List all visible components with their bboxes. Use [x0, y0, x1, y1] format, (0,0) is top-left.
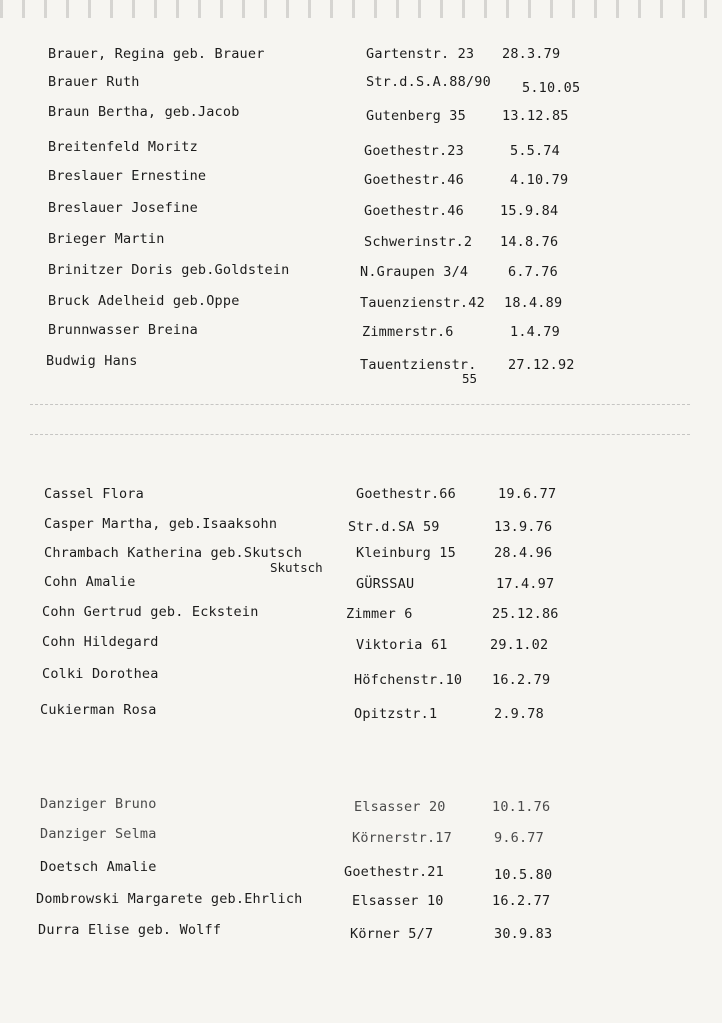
date: 14.8.76	[500, 234, 559, 250]
address: Schwerinstr.2	[364, 234, 473, 250]
scan-dash-artifact	[30, 404, 690, 406]
person-name: Breslauer Ernestine	[48, 168, 207, 184]
address: Gartenstr. 23	[366, 46, 475, 62]
date: 13.9.76	[494, 519, 553, 535]
person-name: Brauer, Regina geb. Brauer	[48, 46, 265, 62]
person-name: Casper Martha, geb.Isaaksohn	[44, 516, 278, 532]
address: Elsasser 20	[354, 799, 446, 815]
person-name: Breitenfeld Moritz	[48, 139, 198, 155]
address: Körner 5/7	[350, 926, 434, 942]
person-name: Dombrowski Margarete geb.Ehrlich	[36, 891, 303, 907]
date: 28.4.96	[494, 545, 553, 561]
list-item	[0, 139, 722, 163]
address: N.Graupen 3/4	[360, 264, 469, 280]
address: Goethestr.46	[364, 203, 464, 219]
list-item	[0, 200, 722, 224]
date: 16.2.79	[492, 672, 551, 688]
correction-note: Skutsch	[270, 560, 323, 575]
person-name: Doetsch Amalie	[40, 859, 157, 875]
list-item	[0, 604, 722, 628]
scan-top-edge-marks	[0, 0, 722, 18]
list-item	[0, 891, 722, 915]
date: 5.5.74	[510, 143, 560, 159]
date: 1.4.79	[510, 324, 560, 340]
date: 9.6.77	[494, 830, 544, 846]
date: 27.12.92	[508, 357, 575, 373]
date: 28.3.79	[502, 46, 561, 62]
date: 29.1.02	[490, 637, 549, 653]
date: 25.12.86	[492, 606, 559, 622]
list-item	[0, 634, 722, 658]
address: Viktoria 61	[356, 637, 448, 653]
person-name: Durra Elise geb. Wolff	[38, 922, 222, 938]
person-name: Danziger Selma	[40, 826, 157, 842]
person-name: Chrambach Katherina geb.Skutsch	[44, 545, 303, 561]
address: Kleinburg 15	[356, 545, 456, 561]
date: 16.2.77	[492, 893, 551, 909]
person-name: Brieger Martin	[48, 231, 165, 247]
address: GÜRSSAU	[356, 576, 415, 592]
person-name: Braun Bertha, geb.Jacob	[48, 104, 240, 120]
date: 15.9.84	[500, 203, 559, 219]
address: Zimmer 6	[346, 606, 413, 622]
date: 13.12.85	[502, 108, 569, 124]
date: 17.4.97	[496, 576, 555, 592]
list-item	[0, 486, 722, 510]
address: Str.d.S.A.88/90	[366, 74, 491, 90]
person-name: Breslauer Josefine	[48, 200, 198, 216]
address: Gutenberg 35	[366, 108, 466, 124]
address: Körnerstr.17	[352, 830, 452, 846]
address: Str.d.SA 59	[348, 519, 440, 535]
person-name: Brinitzer Doris geb.Goldstein	[48, 262, 290, 278]
house-number-note: 55	[462, 371, 478, 386]
date: 2.9.78	[494, 706, 544, 722]
date: 10.1.76	[492, 799, 551, 815]
list-item	[0, 353, 722, 377]
list-item	[0, 293, 722, 317]
person-name: Cohn Amalie	[44, 574, 136, 590]
person-name: Danziger Bruno	[40, 796, 157, 812]
date: 30.9.83	[494, 926, 553, 942]
list-item	[0, 322, 722, 346]
list-item	[0, 231, 722, 255]
list-item	[0, 666, 722, 690]
list-item	[0, 46, 722, 70]
list-item	[0, 859, 722, 883]
address: Goethestr.66	[356, 486, 456, 502]
person-name: Cohn Hildegard	[42, 634, 159, 650]
person-name: Cukierman Rosa	[40, 702, 157, 718]
date: 10.5.80	[494, 867, 553, 883]
address: Zimmerstr.6	[362, 324, 454, 340]
person-name: Cassel Flora	[44, 486, 144, 502]
person-name: Brunnwasser Breina	[48, 322, 198, 338]
address: Opitzstr.1	[354, 706, 438, 722]
list-item	[0, 168, 722, 192]
date: 19.6.77	[498, 486, 557, 502]
address: Goethestr.21	[344, 864, 444, 880]
list-item	[0, 796, 722, 820]
list-item	[0, 826, 722, 850]
scan-dash-artifact	[30, 434, 690, 436]
list-item	[0, 74, 722, 98]
address: Elsasser 10	[352, 893, 444, 909]
person-name: Colki Dorothea	[42, 666, 159, 682]
date: 5.10.05	[522, 80, 581, 96]
person-name: Cohn Gertrud geb. Eckstein	[42, 604, 259, 620]
list-item	[0, 545, 722, 569]
address: Tauentzienstr.	[360, 357, 477, 373]
address: Tauenzienstr.42	[360, 295, 485, 311]
list-item	[0, 922, 722, 946]
address: Höfchenstr.10	[354, 672, 463, 688]
person-name: Brauer Ruth	[48, 74, 140, 90]
list-item	[0, 262, 722, 286]
address: Goethestr.23	[364, 143, 464, 159]
address: Goethestr.46	[364, 172, 464, 188]
list-item	[0, 702, 722, 726]
date: 4.10.79	[510, 172, 569, 188]
list-item	[0, 516, 722, 540]
list-item	[0, 104, 722, 128]
person-name: Bruck Adelheid geb.Oppe	[48, 293, 240, 309]
person-name: Budwig Hans	[46, 353, 138, 369]
date: 18.4.89	[504, 295, 563, 311]
date: 6.7.76	[508, 264, 558, 280]
list-item	[0, 574, 722, 598]
